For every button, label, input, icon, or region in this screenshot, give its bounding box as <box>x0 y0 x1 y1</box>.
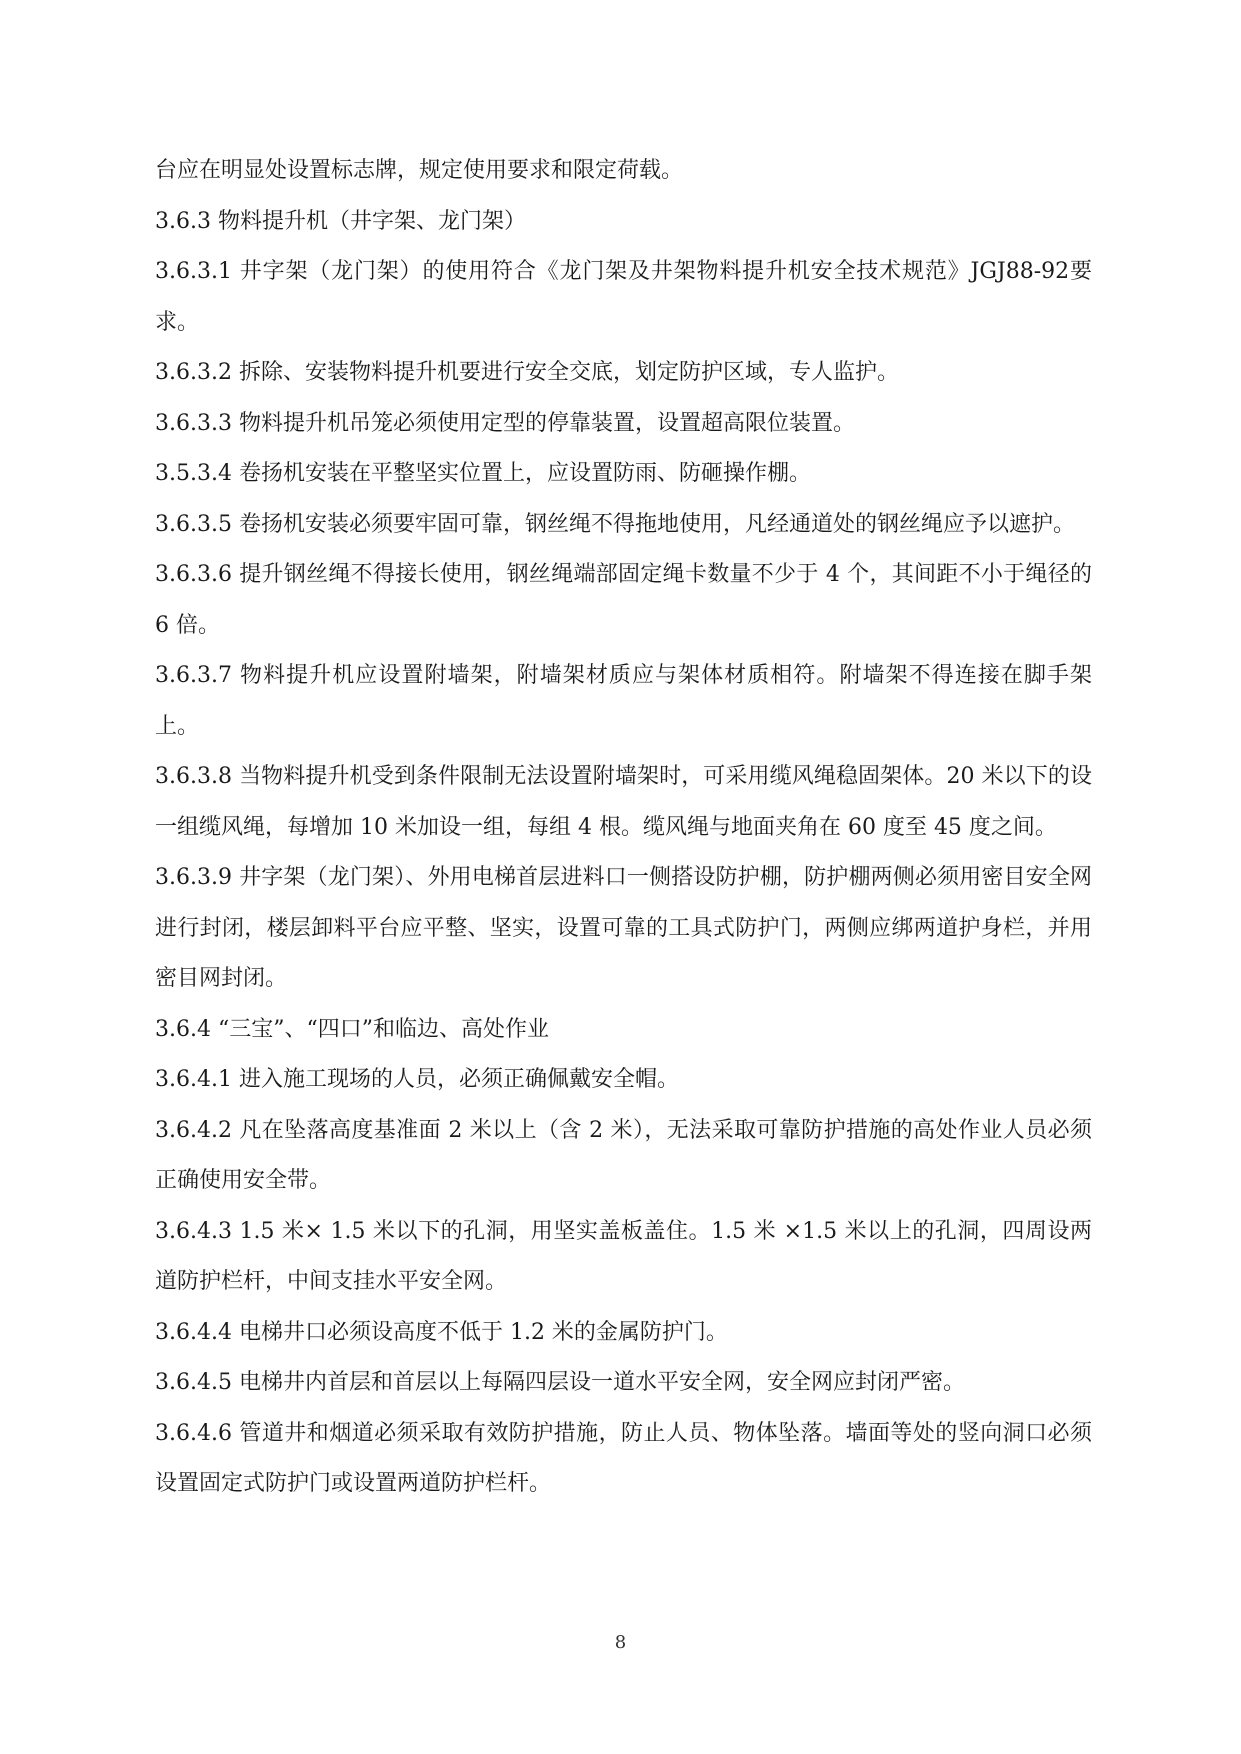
clause-3-6-3-9: 3.6.3.9 井字架（龙门架）、外用电梯首层进料口一侧搭设防护棚，防护棚两侧必须用密目安全网进行封闭，楼层卸料平台应平整、坚实，设置可靠的工具式防护门，两侧应绑两道护身栏，并用密目网封闭。 <box>155 865 1092 991</box>
clause-3-6-4-4: 3.6.4.4 电梯井口必须设高度不低于 1.2 米的金属防护门。 <box>155 1319 728 1345</box>
clause-3-6-3-3: 3.6.3.3 物料提升机吊笼必须使用定型的停靠装置，设置超高限位装置。 <box>155 410 855 436</box>
clause-3-6-4-2: 3.6.4.2 凡在坠落高度基准面 2 米以上（含 2 米），无法采取可靠防护措施的高处作业人员必须正确使用安全带。 <box>155 1117 1092 1193</box>
clause-3-6-3-8: 3.6.3.8 当物料提升机受到条件限制无法设置附墙架时，可采用缆风绳稳固架体。20 米以下的设一组缆风绳，每增加 10 米加设一组，每组 4 根。缆风绳与地面夹角在 60 度至 45 度之间。 <box>155 764 1092 840</box>
clause-3-6-4-6: 3.6.4.6 管道井和烟道必须采取有效防护措施，防止人员、物体坠落。墙面等处的竖向洞口必须设置固定式防护门或设置两道防护栏杆。 <box>155 1420 1092 1496</box>
clause-3-6-3-1: 3.6.3.1 井字架（龙门架）的使用符合《龙门架及井架物料提升机安全技术规范》JGJ88-92要求。 <box>155 259 1092 335</box>
paragraph-sign-requirement: 台应在明显处设置标志牌，规定使用要求和限定荷载。 <box>155 158 684 183</box>
clause-3-6-3-2: 3.6.3.2 拆除、安装物料提升机要进行安全交底，划定防护区域，专人监护。 <box>155 360 899 385</box>
clause-3-6-3-6: 3.6.3.6 提升钢丝绳不得接长使用，钢丝绳端部固定绳卡数量不少于 4 个，其间距不小于绳径的 6 倍。 <box>155 562 1092 638</box>
section-heading-3-6-3: 3.6.3 物料提升机（井字架、龙门架） <box>155 208 526 234</box>
clause-3-6-4-5: 3.6.4.5 电梯井内首层和首层以上每隔四层设一道水平安全网，安全网应封闭严密。 <box>155 1370 965 1395</box>
page-number: 8 <box>614 1632 627 1653</box>
clause-3-6-3-7: 3.6.3.7 物料提升机应设置附墙架，附墙架材质应与架体材质相符。附墙架不得连接在脚手架上。 <box>155 663 1092 739</box>
clause-3-5-3-4: 3.5.3.4 卷扬机安装在平整坚实位置上，应设置防雨、防砸操作棚。 <box>155 461 811 486</box>
clause-3-6-4-1: 3.6.4.1 进入施工现场的人员，必须正确佩戴安全帽。 <box>155 1067 679 1092</box>
body-text <box>155 146 1092 1510</box>
clause-3-6-4-3: 3.6.4.3 1.5 米× 1.5 米以下的孔洞，用坚实盖板盖住。1.5 米 ×1.5 米以上的孔洞，四周设两道防护栏杆，中间支挂水平安全网。 <box>155 1218 1092 1294</box>
section-heading-3-6-4: 3.6.4 “三宝”、“四口”和临边、高处作业 <box>155 1016 549 1042</box>
clause-3-6-3-5: 3.6.3.5 卷扬机安装必须要牢固可靠，钢丝绳不得拖地使用，凡经通道处的钢丝绳应予以遮护。 <box>155 511 1075 537</box>
